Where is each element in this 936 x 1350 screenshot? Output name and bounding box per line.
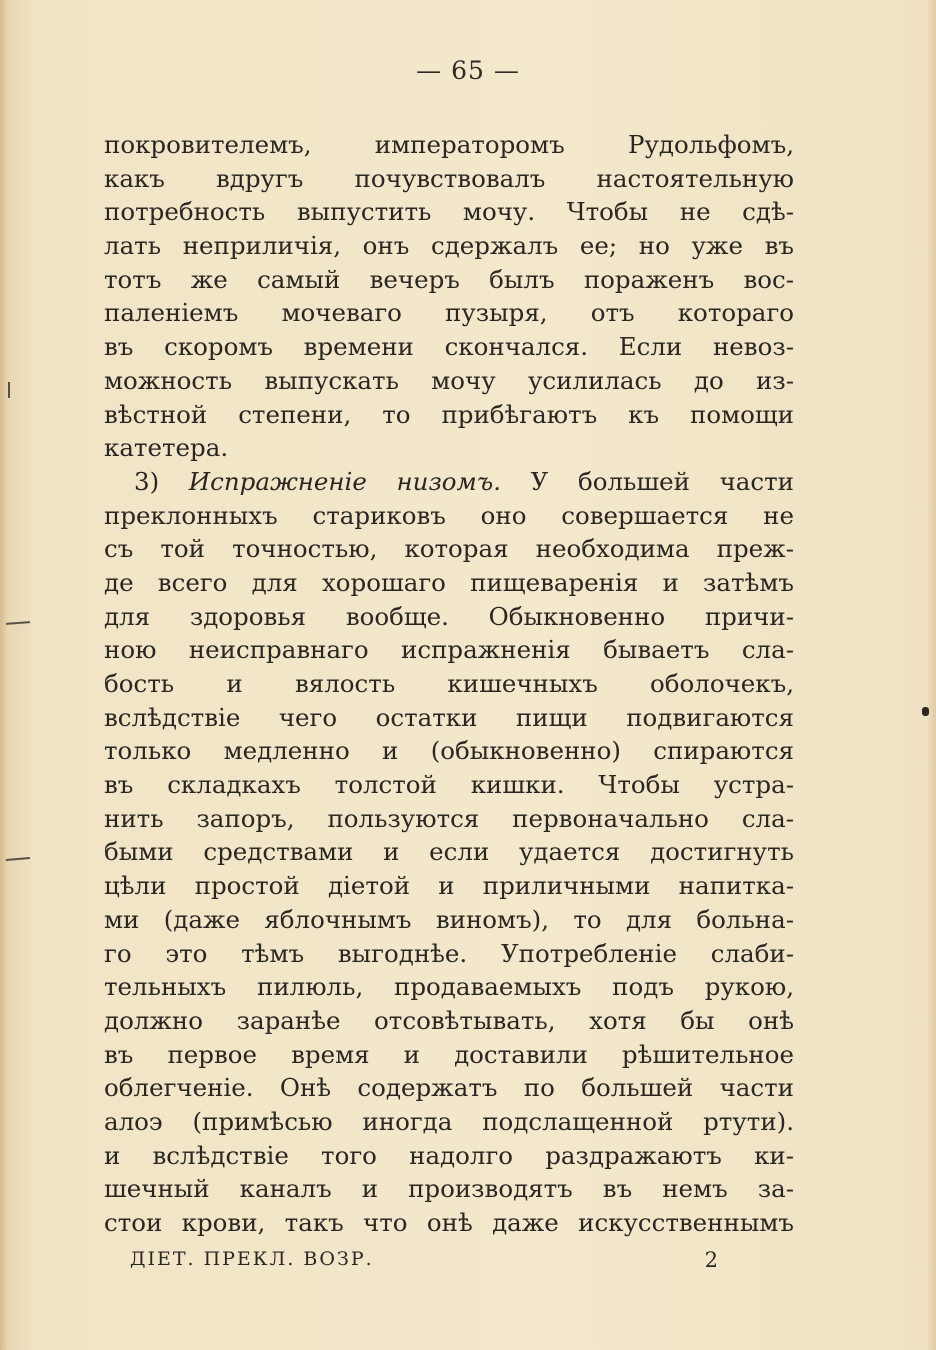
page-right-edge xyxy=(926,0,936,1350)
text-line: алоэ (примѣсью иногда подслащенной ртути). xyxy=(104,1106,794,1136)
text-line: быми средствами и если удается достигнуть xyxy=(104,837,794,867)
text-line: преклонныхъ стариковъ оно совершается не xyxy=(104,500,794,530)
text-line: паленіемъ мочеваго пузыря, отъ котораго xyxy=(104,298,794,328)
text-line: только медленно и (обыкновенно) спираются xyxy=(104,736,794,766)
text-line: ми (даже яблочнымъ виномъ), то для больна- xyxy=(104,904,794,934)
text-line: какъ вдругъ почувствовалъ настоятельную xyxy=(104,163,794,193)
text-line: въ первое время и доставили рѣшительное xyxy=(104,1039,794,1069)
text-line: вѣстной степени, то прибѣгаютъ къ помощи xyxy=(104,399,794,429)
section-title: Испражненіе низомъ. xyxy=(188,466,501,496)
margin-tick-mark xyxy=(6,857,30,861)
signature-number: 2 xyxy=(704,1248,720,1272)
text-line: лать неприличія, онъ сдержалъ ее; но уже въ xyxy=(104,231,794,261)
text-line: съ той точностью, которая необходима преж- xyxy=(104,534,794,564)
text-line: потребность выпустить мочу. Чтобы не сдѣ- xyxy=(104,197,794,227)
section-number: 3) xyxy=(134,466,189,496)
text-line: въ скоромъ времени скончался. Если невоз- xyxy=(104,332,794,362)
text-line: можность выпускать мочу усилилась до из- xyxy=(104,365,794,395)
signature-mark: ДIЕТ. ПРЕКЛ. ВОЗР. xyxy=(130,1248,374,1270)
text-line: для здоровья вообще. Обыкновенно причи- xyxy=(104,601,794,631)
text-line: въ складкахъ толстой кишки. Чтобы устра- xyxy=(104,770,794,800)
text-line: де всего для хорошаго пищеваренія и затѣмъ xyxy=(104,567,794,597)
margin-tick-mark xyxy=(8,382,10,398)
text-line: вслѣдствіе чего остатки пищи подвигаются xyxy=(104,702,794,732)
text-line: тотъ же самый вечеръ былъ пораженъ вос- xyxy=(104,264,794,294)
text-line: покровителемъ, императоромъ Рудольфомъ, xyxy=(104,130,794,159)
text-line: облегченіе. Онѣ содержатъ по большей части xyxy=(104,1073,794,1103)
margin-ink-dot xyxy=(922,707,929,716)
page-left-edge xyxy=(0,0,8,1350)
text-line: цѣли простой діетой и приличными напитка- xyxy=(104,871,794,901)
section-line-rest: У большей части xyxy=(500,466,794,496)
text-line: шечный каналъ и производятъ въ немъ за- xyxy=(104,1174,794,1204)
body-text xyxy=(104,128,794,1240)
text-line: тельныхъ пилюль, продаваемыхъ подъ рукою, xyxy=(104,972,794,1002)
text-line: стои крови, такъ что онѣ даже искусственнымъ xyxy=(104,1208,794,1237)
margin-tick-mark xyxy=(6,621,30,625)
text-line: го это тѣмъ выгоднѣе. Употребленіе слаби- xyxy=(104,938,794,968)
text-line: и вслѣдствіе того надолго раздражаютъ ки- xyxy=(104,1140,794,1170)
text-line: нить запоръ, пользуются первоначально сла- xyxy=(104,803,794,833)
text-line: должно заранѣе отсовѣтывать, хотя бы онѣ xyxy=(104,1005,794,1035)
text-line: ною неисправнаго испражненія бываетъ сла- xyxy=(104,635,794,665)
page-number: — 65 — xyxy=(416,56,520,85)
text-line: катетера. xyxy=(104,433,229,463)
section-heading-line xyxy=(104,465,794,499)
text-line: бость и вялость кишечныхъ оболочекъ, xyxy=(104,669,794,698)
